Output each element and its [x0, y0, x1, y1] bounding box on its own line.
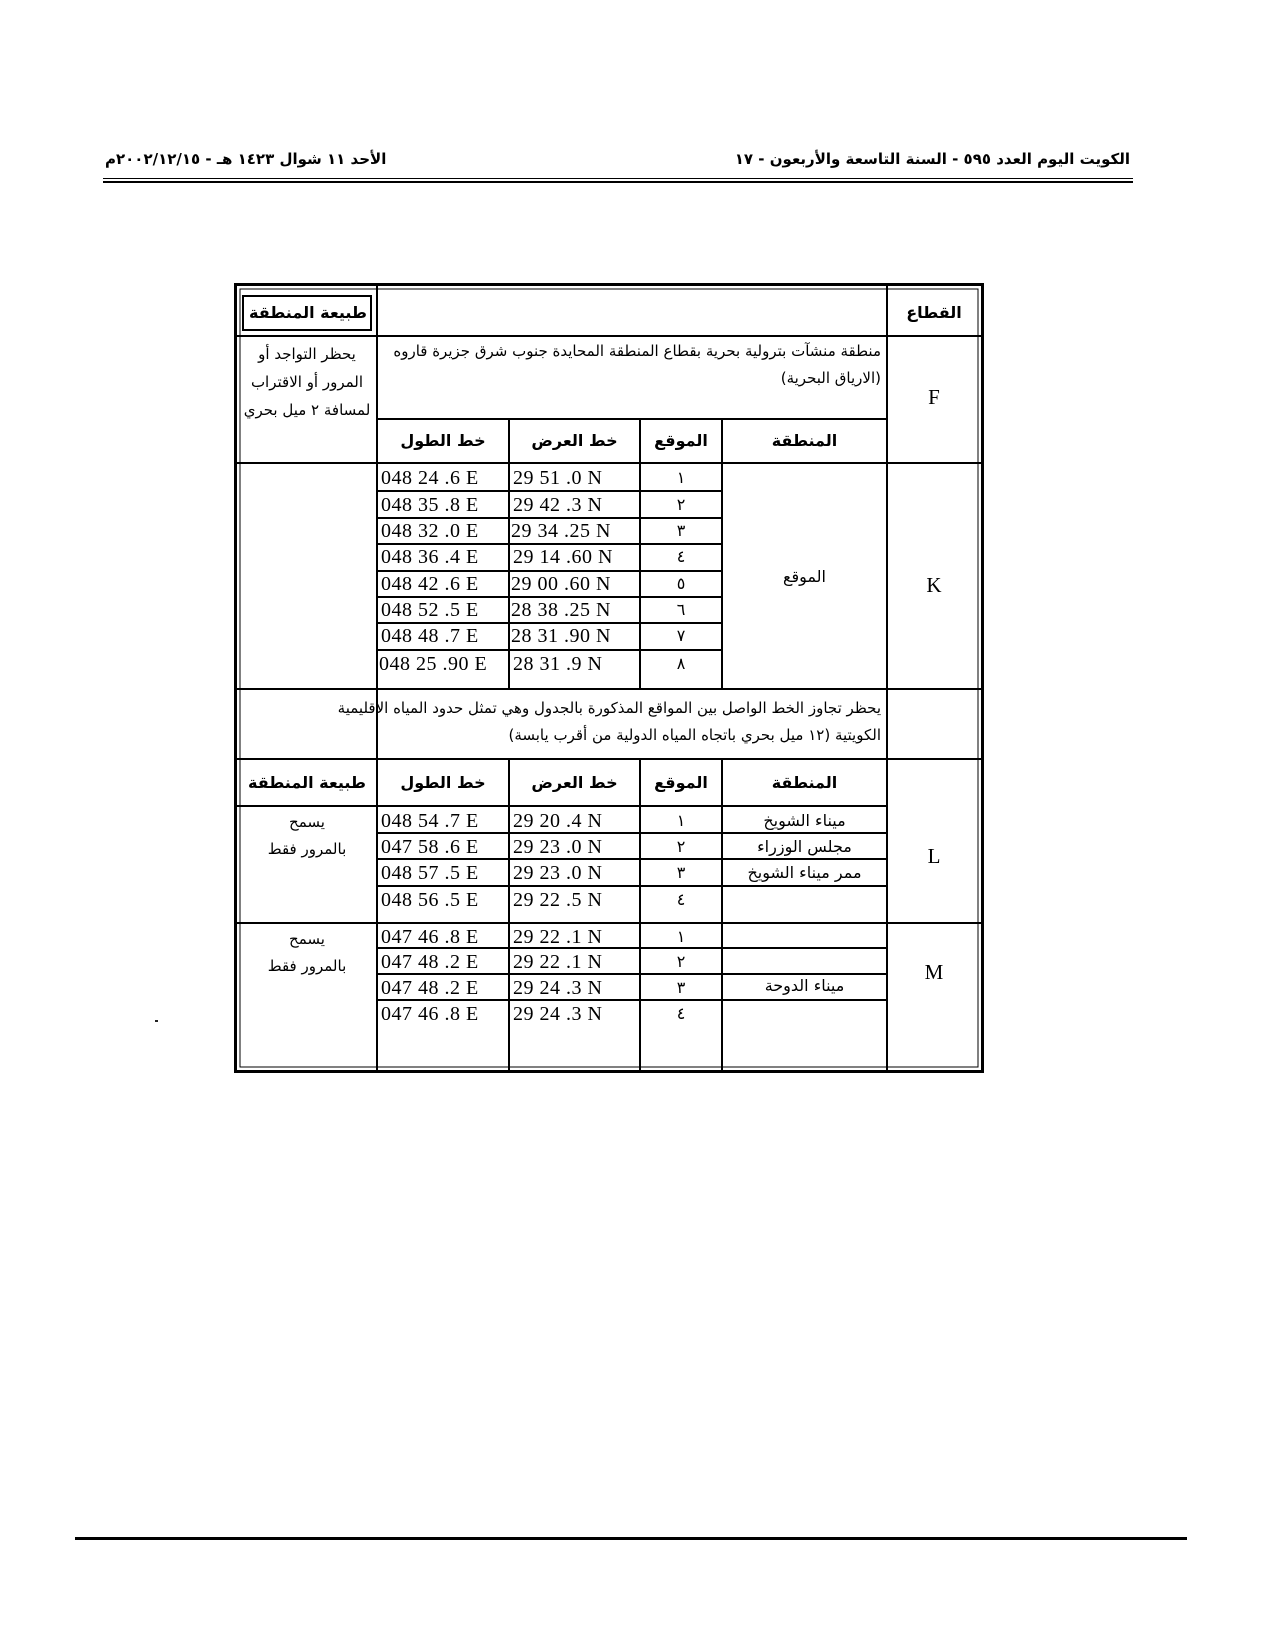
l-row-1-region: ميناء الشويخ	[763, 811, 846, 830]
m-row-1-lat: 29 22 .1 N	[513, 926, 603, 948]
l-row-3-region: ممر ميناء الشويخ	[747, 863, 862, 882]
k-row-1-no: ١	[676, 468, 686, 487]
l-header-latitude: خط العرض	[531, 773, 618, 792]
k-row-7-lon: 048 48 .7 E	[381, 625, 479, 647]
m-row-4-no: ٤	[676, 1004, 686, 1023]
l-header-region: المنطقة	[771, 773, 838, 792]
l-header-longitude: خط الطول	[400, 773, 486, 792]
sector-k-label: K	[926, 573, 942, 597]
k-row-5-no: ٥	[676, 574, 686, 593]
l-row-1-lat: 29 20 .4 N	[513, 810, 603, 832]
l-header-nature: طبيعة المنطقة	[248, 773, 366, 792]
k-row-7-lat: 28 31 .90 N	[511, 625, 611, 647]
col-header-region: المنطقة	[771, 431, 838, 450]
m-row-3-lat: 29 24 .3 N	[513, 977, 603, 999]
l-row-1-lon: 048 54 .7 E	[381, 810, 479, 832]
k-row-4-no: ٤	[676, 547, 686, 566]
m-row-3-lon: 047 48 .2 E	[381, 977, 479, 999]
col-header-sector: القطاع	[906, 303, 962, 322]
col-header-location: الموقع	[654, 431, 708, 450]
k-row-8-lat: 28 31 .9 N	[513, 653, 603, 675]
l-row-1-no: ١	[676, 811, 686, 830]
sector-k-region: الموقع	[783, 567, 826, 586]
m-row-1-lon: 047 46 .8 E	[381, 926, 479, 948]
k-row-5-lat: 29 00 .60 N	[511, 573, 611, 595]
header-publication: الكويت اليوم العدد ٥٩٥ - السنة التاسعة والأربعون - ١٧	[734, 150, 1130, 168]
header-date: الأحد ١١ شوال ١٤٢٣ هـ - ٢٠٠٢/١٢/١٥م	[105, 150, 387, 168]
m-row-3-region: ميناء الدوحة	[764, 976, 845, 995]
k-row-2-lat: 29 42 .3 N	[513, 494, 603, 516]
m-row-2-no: ٢	[676, 952, 686, 971]
sector-f-label: F	[928, 385, 940, 409]
k-row-1-lat: 29 51 .0 N	[513, 467, 603, 489]
k-row-2-no: ٢	[676, 495, 686, 514]
l-header-location: الموقع	[654, 773, 708, 792]
m-row-4-lon: 047 46 .8 E	[381, 1003, 479, 1025]
sector-f-description: منطقة منشآت بترولية بحرية بقطاع المنطقة المحايدة جنوب شرق جزيرة قاروه (الارياق البحرية)	[393, 342, 881, 387]
scan-speck	[155, 1020, 158, 1022]
sector-l-label: L	[927, 844, 941, 868]
l-row-2-no: ٢	[676, 837, 686, 856]
m-row-3-no: ٣	[676, 978, 686, 997]
k-row-3-lat: 29 34 .25 N	[511, 520, 611, 542]
m-row-2-lat: 29 22 .1 N	[513, 951, 603, 973]
m-row-1-no: ١	[676, 927, 686, 946]
footer-rule	[75, 1537, 1187, 1540]
col-header-latitude: خط العرض	[531, 431, 618, 450]
header-rule-thick	[103, 181, 1133, 183]
l-row-2-lat: 29 23 .0 N	[513, 836, 603, 858]
sector-l-nature: يسمح بالمرور فقط	[267, 813, 347, 858]
l-row-4-no: ٤	[676, 890, 686, 909]
k-row-4-lon: 048 36 .4 E	[381, 546, 479, 568]
sector-f-nature: يحظر التواجد أو المرور أو الاقتراب لمسافة ٢ ميل بحري	[243, 345, 371, 419]
k-row-4-lat: 29 14 .60 N	[513, 546, 613, 568]
l-row-4-lat: 29 22 .5 N	[513, 889, 603, 911]
l-row-3-lon: 048 57 .5 E	[381, 862, 479, 884]
l-row-2-lon: 047 58 .6 E	[381, 836, 479, 858]
m-row-2-lon: 047 48 .2 E	[381, 951, 479, 973]
m-row-4-lat: 29 24 .3 N	[513, 1003, 603, 1025]
k-row-2-lon: 048 35 .8 E	[381, 494, 479, 516]
l-row-4-lon: 048 56 .5 E	[381, 889, 479, 911]
sector-m-label: M	[924, 960, 944, 984]
k-row-8-no: ٨	[676, 654, 686, 673]
k-row-6-lat: 28 38 .25 N	[511, 599, 611, 621]
sector-m-nature: يسمح بالمرور فقط	[267, 930, 347, 975]
col-header-nature: طبيعة المنطقة	[249, 303, 367, 322]
sector-k-note: يحظر تجاوز الخط الواصل بين المواقع المذكورة بالجدول وهي تمثل حدود المياه الاقليمية الكويتية (١٢ ميل بحري باتجاه المياه الدولية من أقرب يابسة)	[337, 699, 881, 744]
k-row-3-lon: 048 32 .0 E	[381, 520, 479, 542]
k-row-6-lon: 048 52 .5 E	[381, 599, 479, 621]
k-row-3-no: ٣	[676, 521, 686, 540]
col-header-longitude: خط الطول	[400, 431, 486, 450]
k-row-5-lon: 048 42 .6 E	[381, 573, 479, 595]
k-row-8-lon: 048 25 .90 E	[379, 653, 488, 675]
zones-table	[234, 283, 984, 1073]
l-row-3-no: ٣	[676, 863, 686, 882]
header-rule	[103, 178, 1133, 179]
k-row-1-lon: 048 24 .6 E	[381, 467, 479, 489]
k-row-7-no: ٧	[676, 626, 686, 645]
k-row-6-no: ٦	[676, 600, 686, 619]
l-row-2-region: مجلس الوزراء	[757, 837, 852, 856]
l-row-3-lat: 29 23 .0 N	[513, 862, 603, 884]
